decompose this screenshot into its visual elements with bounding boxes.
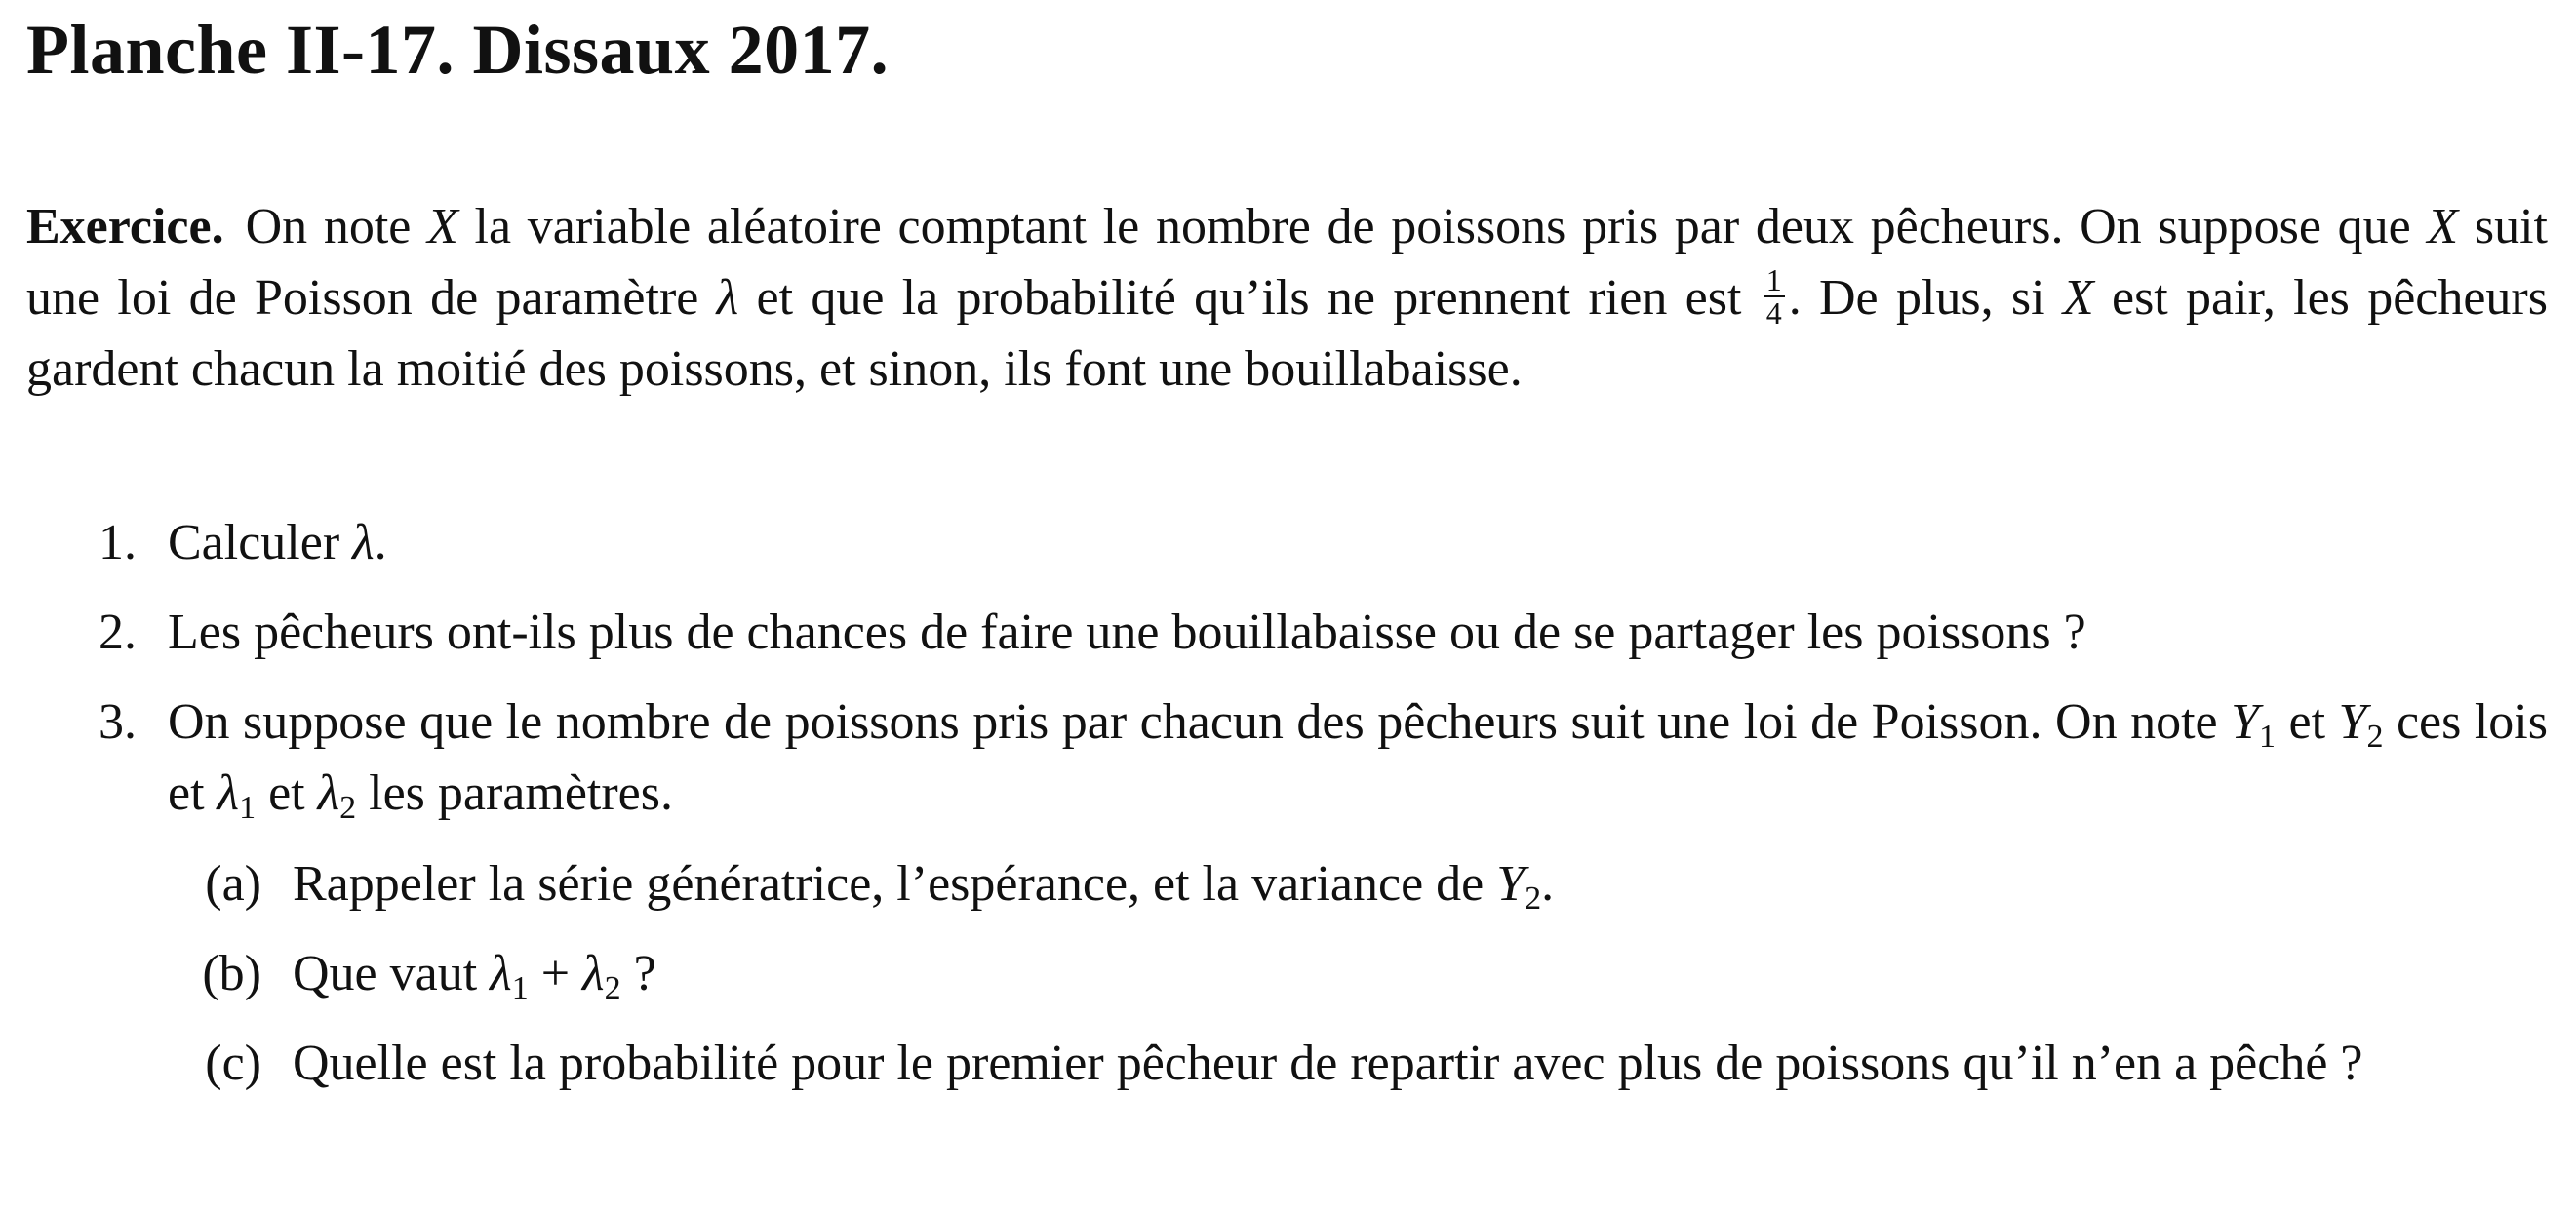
- subquestion-text: [293, 938, 2548, 1009]
- exercise-statement: [26, 191, 2548, 405]
- math-subscript: 1: [239, 790, 257, 826]
- exercise-text: est pair, les pêcheurs gardent chacun la moitié des poissons, et sinon, ils font une bouillabaisse.: [26, 270, 2548, 397]
- question-text-part: les paramètres.: [356, 765, 673, 821]
- exercise-text: On note: [245, 199, 428, 255]
- fraction-numerator: 1: [1764, 264, 1785, 297]
- exercise-text: suit une loi de Poisson de paramètre: [26, 199, 2548, 326]
- exercise-text: la variable aléatoire comptant le nombre de poissons pris par deux pêcheurs. On suppose que: [457, 199, 2428, 255]
- subquestion-text-part: Que vaut: [293, 946, 491, 1001]
- math-symbol: λ: [317, 765, 340, 821]
- math-variable: X: [2062, 270, 2094, 326]
- math-symbol: λ: [352, 515, 375, 570]
- math-subscript: 1: [2259, 719, 2277, 755]
- question-number: 3.: [99, 694, 137, 750]
- math-subscript: 1: [511, 970, 529, 1006]
- question-text-part: On suppose que le nombre de poissons pris par chacun des pêcheurs suit une loi de Poisson. On note: [168, 694, 2232, 750]
- math-symbol: λ: [490, 946, 512, 1001]
- math-subscript: 2: [339, 790, 357, 826]
- subquestion-text: [293, 848, 2548, 920]
- question-number: 1.: [99, 515, 137, 570]
- subquestion-text: Quelle est la probabilité pour le premier pêcheur de repartir avec plus de poissons qu’il n’en a pêché ?: [293, 1036, 2363, 1091]
- math-symbol: λ: [716, 270, 739, 326]
- question-text-part: .: [374, 515, 387, 570]
- subquestion-label: (c): [205, 1036, 261, 1091]
- question-text: [168, 507, 2548, 578]
- math-symbol: λ: [217, 765, 240, 821]
- question-text: Les pêcheurs ont-ils plus de chances de faire une bouillabaisse ou de se partager les poissons ?: [168, 605, 2086, 660]
- math-variable: X: [2427, 199, 2459, 255]
- math-variable: X: [427, 199, 458, 255]
- exercise-label: Exercice.: [26, 199, 224, 255]
- question-text-part: ces lois et: [168, 694, 2548, 821]
- question-text-part: et: [256, 765, 318, 821]
- question-text-part: et: [2276, 694, 2339, 750]
- subquestion-text-part: ?: [620, 946, 656, 1001]
- question-text: [168, 686, 2548, 829]
- math-variable: Y: [2338, 694, 2367, 750]
- page-title: Planche II-17. Dissaux 2017.: [26, 11, 890, 89]
- question-number: 2.: [99, 605, 137, 660]
- math-subscript: 2: [604, 970, 621, 1006]
- subquestion-label: (a): [205, 856, 261, 912]
- math-variable: Y: [2231, 694, 2260, 750]
- math-subscript: 2: [1525, 881, 1542, 917]
- exercise-text: . De plus, si: [1788, 270, 2063, 326]
- fraction-denominator: 4: [1765, 295, 1782, 331]
- math-symbol: λ: [582, 946, 605, 1001]
- subquestion-text-part: .: [1541, 856, 1555, 912]
- exercise-text: et que la probabilité qu’ils ne prennent rien est: [738, 270, 1760, 326]
- fraction: [1764, 264, 1785, 329]
- math-subscript: 2: [2366, 719, 2384, 755]
- math-variable: Y: [1496, 856, 1526, 912]
- math-operator: +: [528, 946, 583, 1001]
- subquestion-label: (b): [202, 946, 261, 1001]
- subquestion-text-part: Rappeler la série génératrice, l’espérance, et la variance de: [293, 856, 1497, 912]
- question-text-part: Calculer: [168, 515, 353, 570]
